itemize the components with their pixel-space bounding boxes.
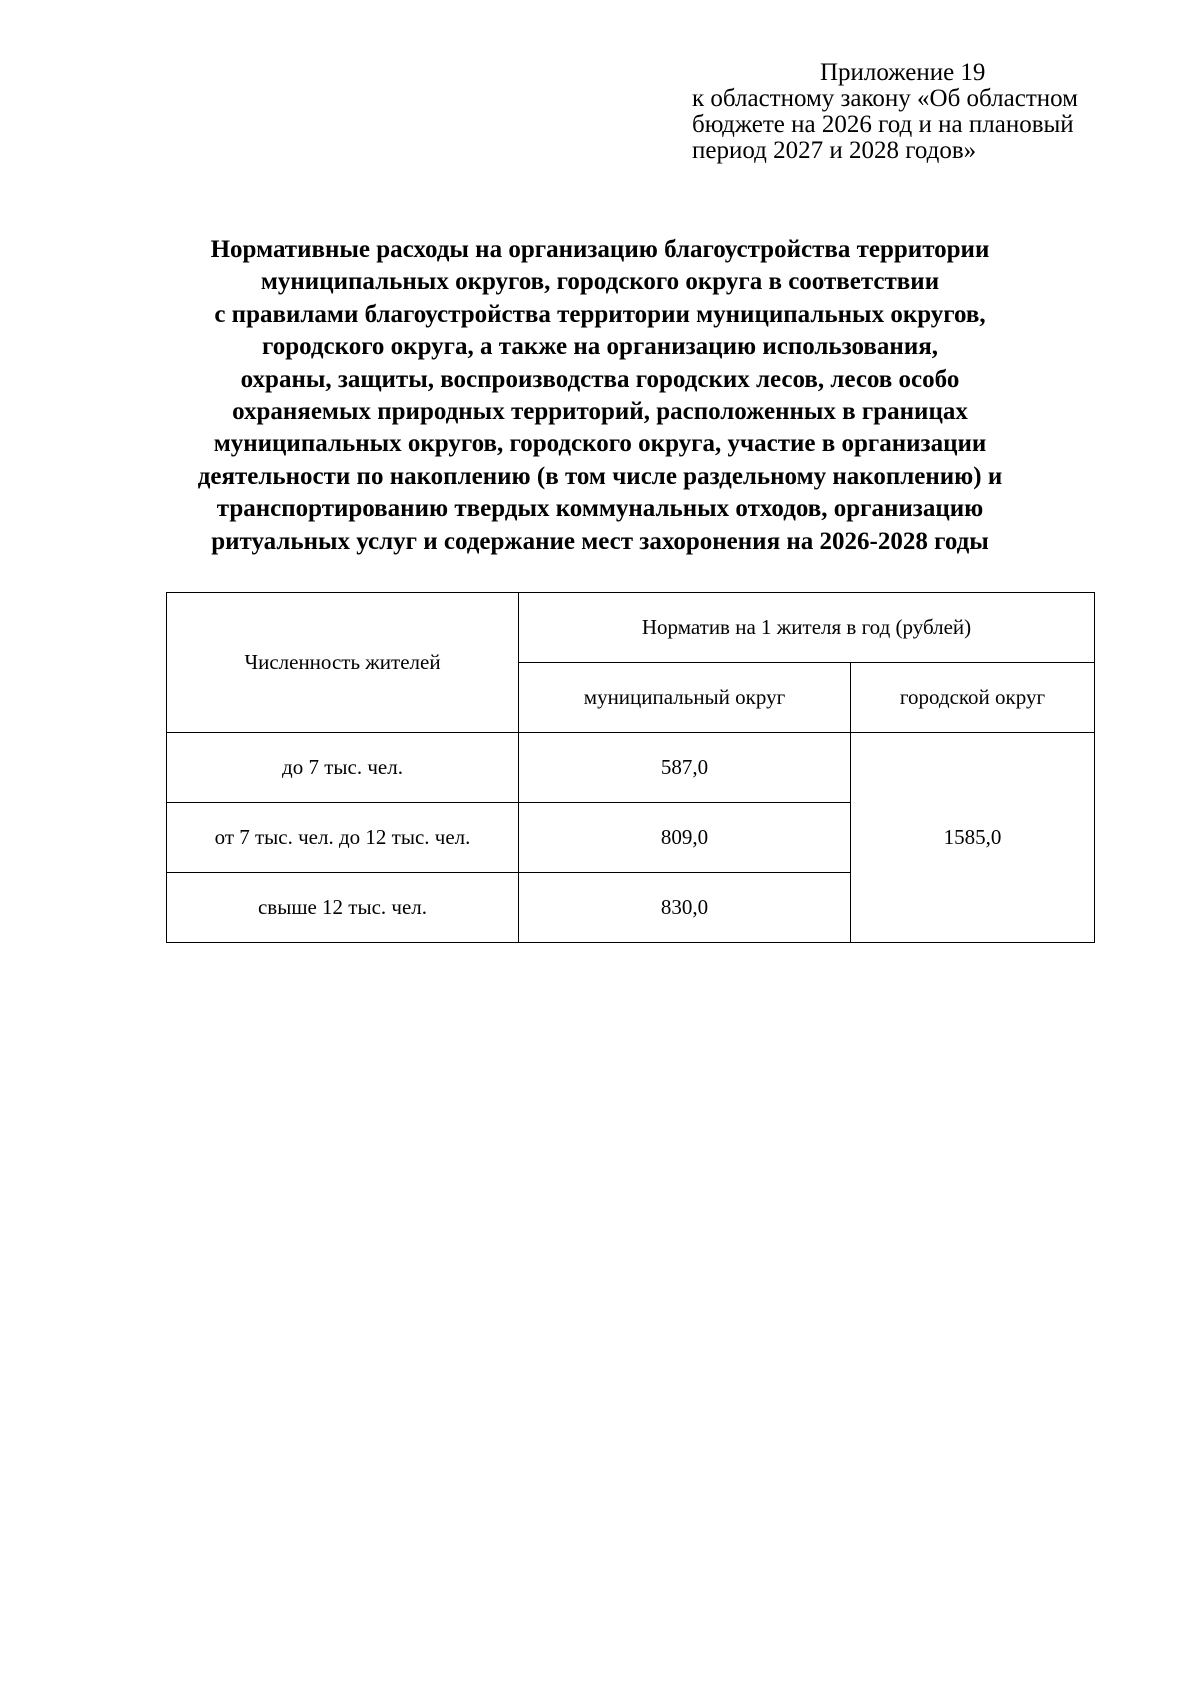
title-line: с правилами благоустройства территории муниципальных округов, bbox=[214, 300, 986, 328]
cell-population: от 7 тыс. чел. до 12 тыс. чел. bbox=[167, 803, 519, 873]
title-line: охраны, защиты, воспроизводства городских лесов, лесов особо bbox=[240, 365, 960, 393]
document-title bbox=[150, 234, 1050, 558]
appendix-line: Приложение 19 bbox=[820, 59, 986, 86]
title-line: ритуальных услуг и содержание мест захоронения на 2026-2028 годы bbox=[211, 527, 989, 555]
header-population: Численность жителей bbox=[167, 593, 519, 733]
title-line: муниципальных округов, городского округа в соответствии bbox=[260, 268, 940, 296]
title-line: деятельности по накоплению (в том числе раздельному накоплению) и bbox=[197, 462, 1003, 490]
header-municipal: муниципальный округ bbox=[519, 663, 851, 733]
title-line: муниципальных округов, городского округа, участие в организации bbox=[213, 430, 987, 458]
title-line: охраняемых природных территорий, расположенных в границах bbox=[232, 398, 968, 426]
cell-population: свыше 12 тыс. чел. bbox=[167, 873, 519, 943]
title-line: транспортированию твердых коммунальных отходов, организацию bbox=[216, 495, 984, 523]
cell-municipal: 587,0 bbox=[519, 733, 851, 803]
cell-city: 1585,0 bbox=[851, 733, 1095, 943]
appendix-line: бюджете на 2026 год и на плановый bbox=[692, 111, 1074, 138]
appendix-line: период 2027 и 2028 годов» bbox=[692, 137, 977, 164]
cell-population: до 7 тыс. чел. bbox=[167, 733, 519, 803]
title-line: Нормативные расходы на организацию благоустройства территории bbox=[210, 236, 990, 263]
header-city: городской округ bbox=[851, 663, 1095, 733]
table-header-row bbox=[167, 593, 1095, 663]
appendix-line: к областному закону «Об областном bbox=[692, 85, 1078, 112]
header-norm: Норматив на 1 жителя в год (рублей) bbox=[519, 593, 1095, 663]
appendix-reference bbox=[692, 60, 1162, 164]
cell-municipal: 830,0 bbox=[519, 873, 851, 943]
title-line: городского округа, а также на организацию использования, bbox=[261, 333, 939, 361]
table-row bbox=[167, 733, 1095, 803]
norms-table bbox=[166, 592, 1095, 943]
cell-municipal: 809,0 bbox=[519, 803, 851, 873]
